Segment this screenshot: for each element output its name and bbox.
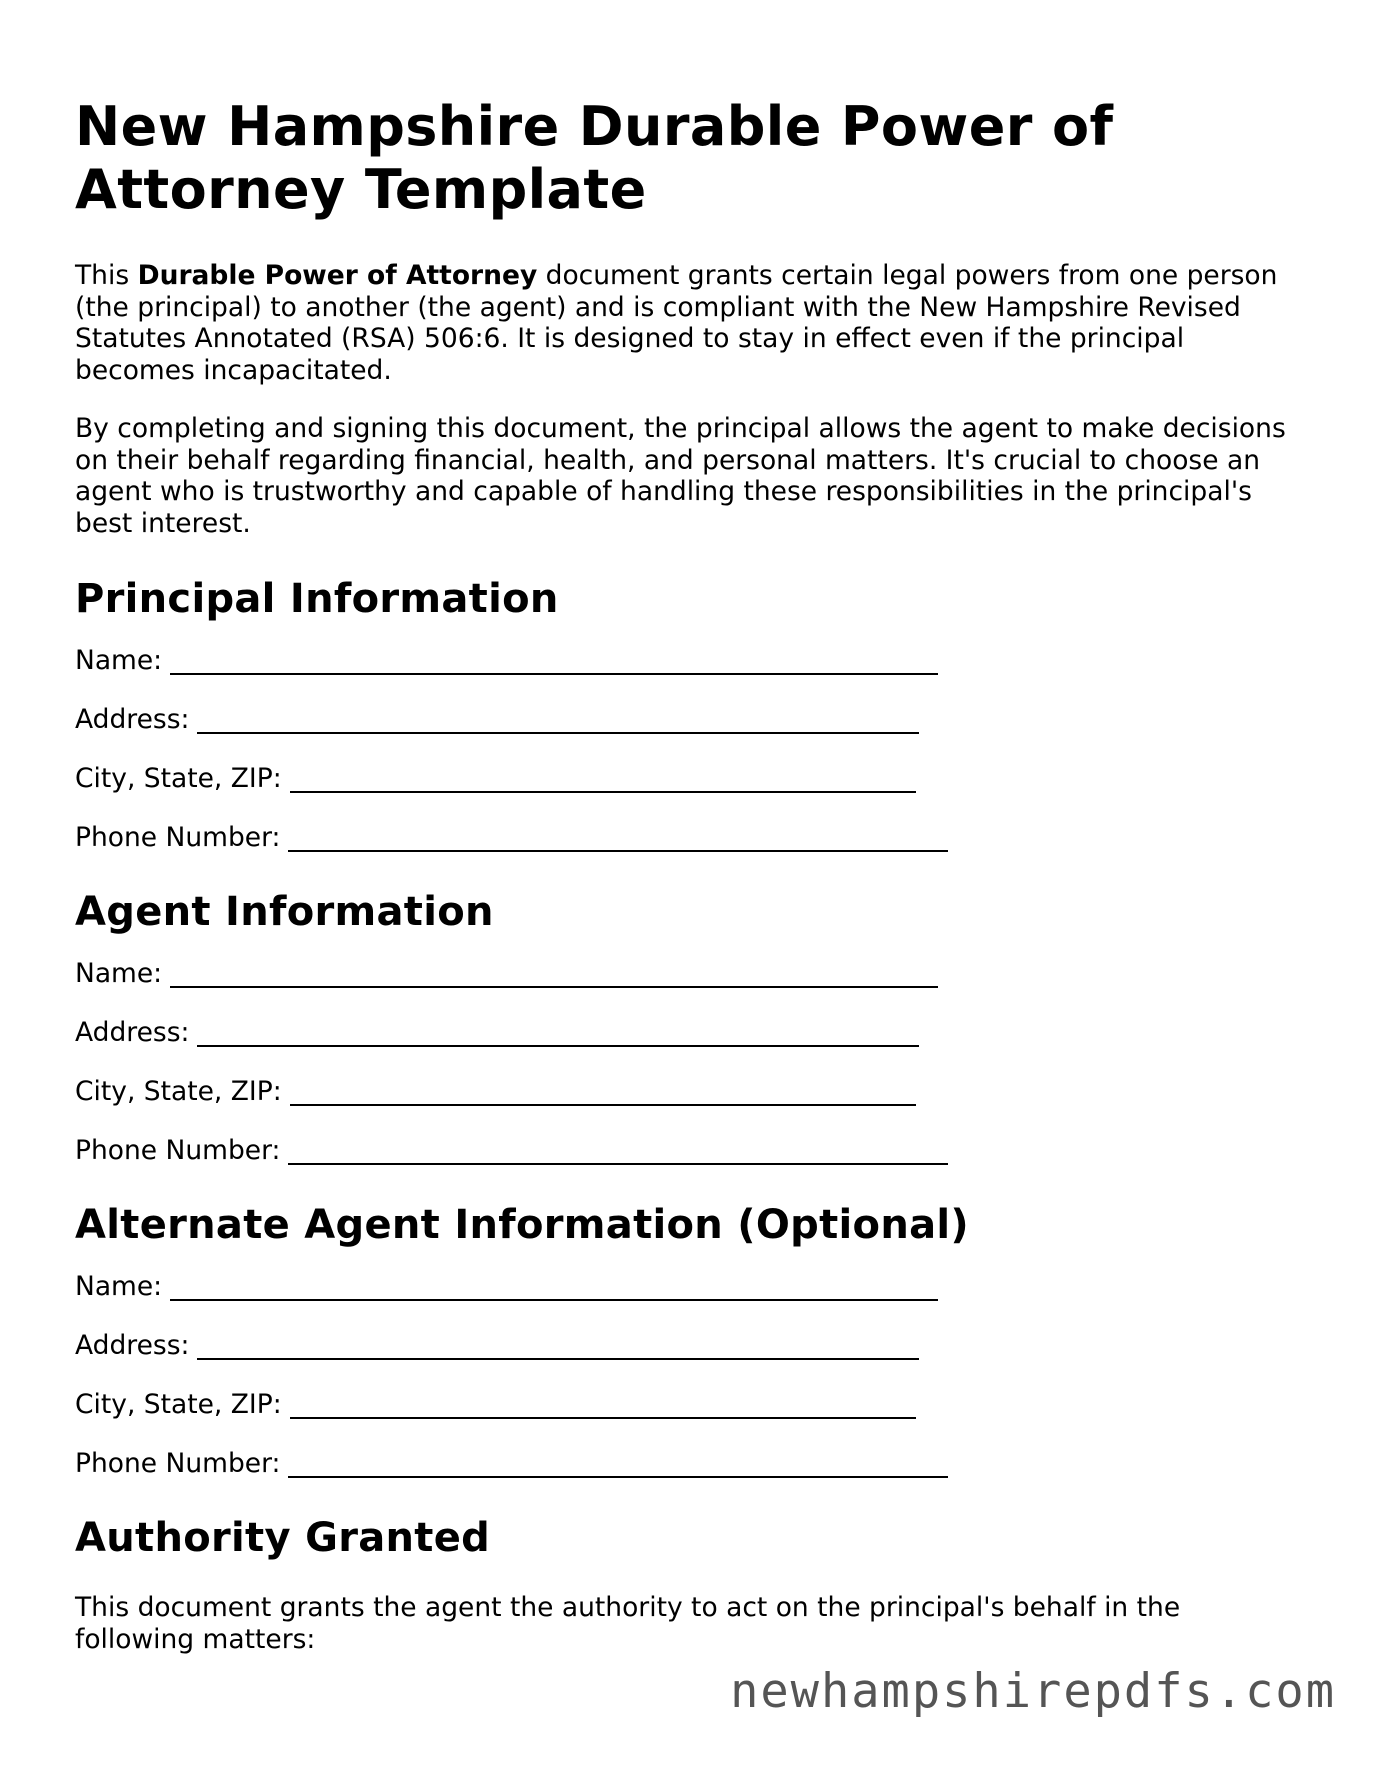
principal-name-label: Name: <box>75 645 163 676</box>
agent-phone-label: Phone Number: <box>75 1135 281 1166</box>
document-page <box>75 95 1305 1655</box>
agent-address-line[interactable] <box>197 1021 919 1047</box>
alternate-phone-line[interactable] <box>288 1452 948 1478</box>
agent-city-line[interactable] <box>290 1080 916 1106</box>
intro-prefix: This <box>75 260 138 291</box>
agent-address-field <box>75 1017 1305 1049</box>
agent-address-label: Address: <box>75 1017 190 1048</box>
authority-section <box>75 1514 1305 1655</box>
principal-city-field <box>75 763 1305 795</box>
alternate-name-field <box>75 1271 1305 1303</box>
principal-address-line[interactable] <box>197 708 919 734</box>
document-title: New Hampshire Durable Power of Attorney Template <box>75 95 1114 221</box>
agent-name-label: Name: <box>75 958 163 989</box>
principal-name-line[interactable] <box>170 649 938 675</box>
agent-phone-field <box>75 1135 1305 1167</box>
principal-city-label: City, State, ZIP: <box>75 763 282 794</box>
alternate-phone-label: Phone Number: <box>75 1448 281 1479</box>
intro-paragraph-1 <box>75 260 1305 386</box>
agent-section <box>75 888 1305 1167</box>
agent-city-label: City, State, ZIP: <box>75 1076 282 1107</box>
intro-paragraph-2: By completing and signing this document, the principal allows the agent to make decisions on their behalf regarding financial, health, and personal matters. It's crucial to choose an agent who is trustworthy and capable of handling these responsibilities in the principal's best interest. <box>75 413 1286 539</box>
alternate-agent-section <box>75 1201 1305 1480</box>
alternate-city-line[interactable] <box>290 1393 916 1419</box>
agent-city-field <box>75 1076 1305 1108</box>
agent-name-field <box>75 958 1305 990</box>
alternate-name-line[interactable] <box>170 1275 938 1301</box>
principal-heading: Principal Information <box>75 576 559 622</box>
alternate-address-label: Address: <box>75 1330 190 1361</box>
site-watermark: newhampshirepdfs.com <box>730 1664 1336 1719</box>
alternate-address-line[interactable] <box>197 1334 919 1360</box>
authority-text: This document grants the agent the authority to act on the principal's behalf in the following matters: <box>75 1592 1181 1655</box>
principal-city-line[interactable] <box>290 767 916 793</box>
agent-name-line[interactable] <box>170 962 938 988</box>
principal-section <box>75 575 1305 854</box>
principal-address-field <box>75 704 1305 736</box>
agent-heading: Agent Information <box>75 889 494 935</box>
principal-phone-line[interactable] <box>288 826 948 852</box>
principal-name-field <box>75 645 1305 677</box>
intro-rest: document grants certain legal powers from one person (the principal) to another (the agent) and is compliant with the New Hampshire Revised Statutes Annotated (RSA) 506:6. It is designed to stay in effect even if the principal becomes incapacitated. <box>75 260 1278 386</box>
intro-bold-term: Durable Power of Attorney <box>137 260 538 291</box>
alternate-name-label: Name: <box>75 1271 163 1302</box>
principal-address-label: Address: <box>75 704 190 735</box>
principal-phone-label: Phone Number: <box>75 822 281 853</box>
alternate-phone-field <box>75 1448 1305 1480</box>
agent-phone-line[interactable] <box>288 1139 948 1165</box>
authority-heading: Authority Granted <box>75 1515 491 1561</box>
alternate-city-field <box>75 1389 1305 1421</box>
alternate-agent-heading: Alternate Agent Information (Optional) <box>75 1202 969 1248</box>
alternate-city-label: City, State, ZIP: <box>75 1389 282 1420</box>
principal-phone-field <box>75 822 1305 854</box>
alternate-address-field <box>75 1330 1305 1362</box>
